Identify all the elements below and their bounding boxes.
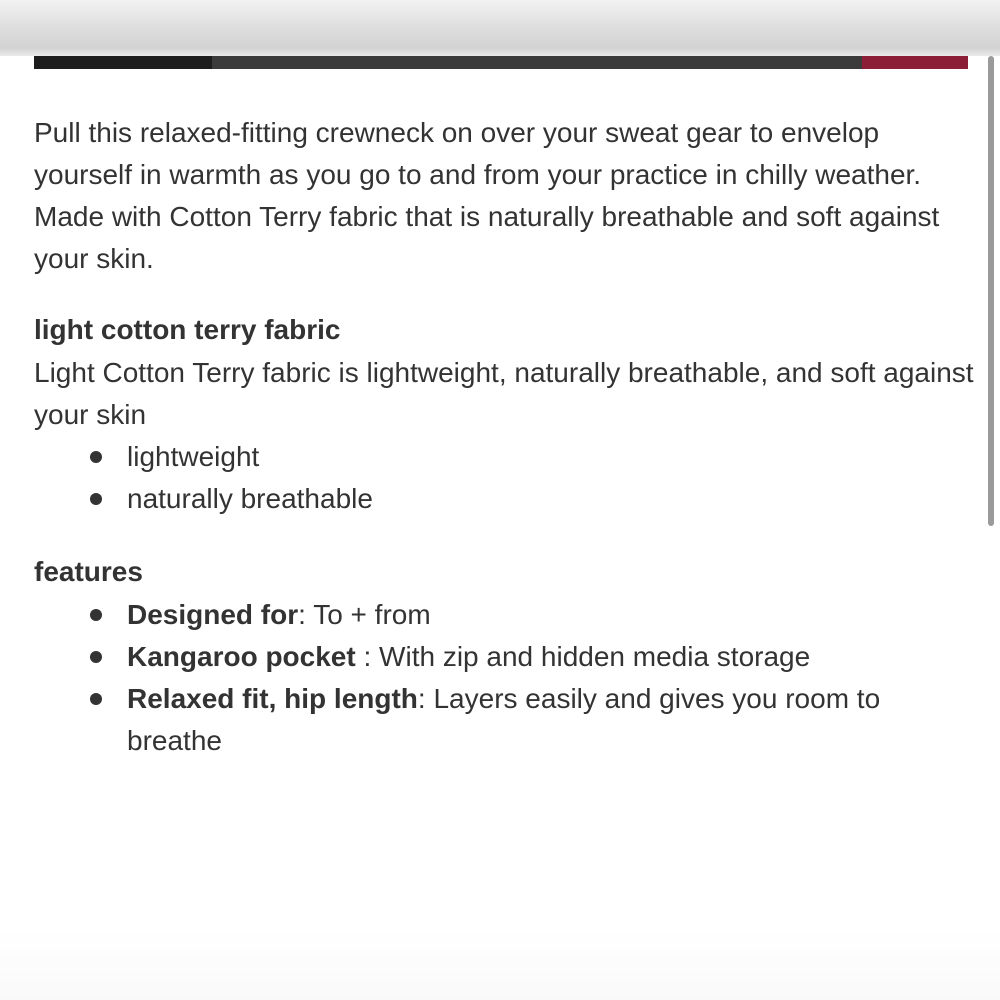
features-bullet-list <box>34 594 974 762</box>
fabric-bullet-text: naturally breathable <box>127 483 373 514</box>
list-item <box>34 436 974 478</box>
list-item <box>34 594 974 636</box>
feature-term: Kangaroo pocket <box>127 641 356 672</box>
scrollbar-thumb[interactable] <box>988 56 994 526</box>
list-item <box>34 478 974 520</box>
list-item <box>34 678 974 762</box>
fabric-description: Light Cotton Terry fabric is lightweight, naturally breathable, and soft against your skin <box>34 357 974 430</box>
top-gradient-overlay <box>0 0 1000 56</box>
product-details <box>34 112 974 762</box>
feature-term: Designed for <box>127 599 299 630</box>
feature-separator: : <box>298 599 314 630</box>
bottom-fade-overlay <box>0 930 1000 1000</box>
features-heading: features <box>34 556 143 587</box>
scrollbar[interactable] <box>988 56 994 526</box>
feature-detail: To + from <box>313 599 431 630</box>
bullet-icon <box>90 609 102 621</box>
bullet-icon <box>90 451 102 463</box>
bullet-icon <box>90 693 102 705</box>
feature-separator: : <box>417 683 434 714</box>
fabric-heading: light cotton terry fabric <box>34 314 341 345</box>
product-description: Pull this relaxed-fitting crewneck on over your sweat gear to envelop yourself in warmth as you go to and from your practice in chilly weather. Made with Cotton Terry fabric that is naturally breathable and soft against your skin. <box>34 117 940 274</box>
feature-separator: : <box>355 641 380 672</box>
product-image-bottom-edge <box>34 56 968 69</box>
fabric-bullet-text: lightweight <box>127 441 260 472</box>
feature-term: Relaxed fit, hip length <box>127 683 418 714</box>
bullet-icon <box>90 493 102 505</box>
bullet-icon <box>90 651 102 663</box>
list-item <box>34 636 974 678</box>
feature-detail: Layers easily and gives you room to breathe <box>127 683 881 756</box>
image-strip-dark-segment <box>34 56 212 69</box>
image-strip-mid-segment <box>212 56 862 69</box>
feature-detail: With zip and hidden media storage <box>379 641 811 672</box>
fabric-bullet-list <box>34 436 974 520</box>
image-strip-accent-segment <box>862 56 968 69</box>
